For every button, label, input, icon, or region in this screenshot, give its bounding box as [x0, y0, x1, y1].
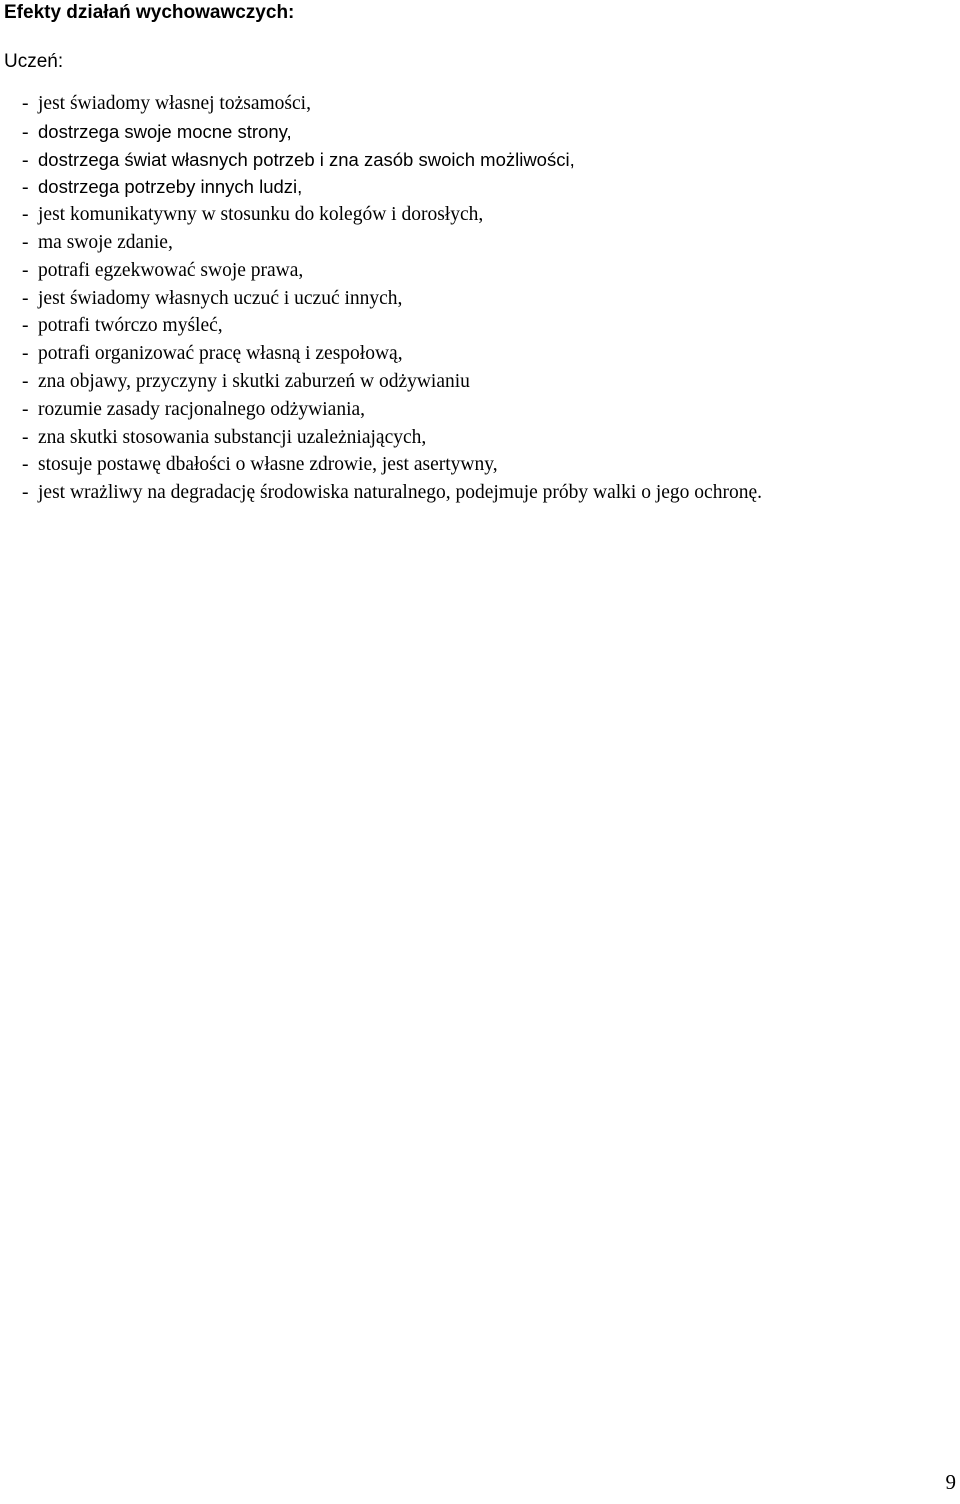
list-item [22, 173, 762, 201]
list-item-text: stosuje postawę dbałości o własne zdrowie, jest asertywny, [38, 454, 498, 476]
intro-label: Uczeń: [4, 51, 64, 72]
list-dash: - [22, 177, 29, 199]
list-item-text: potrafi organizować pracę własną i zespołową, [38, 343, 403, 365]
list-item-text: ma swoje zdanie, [38, 231, 173, 253]
list-dash: - [22, 287, 29, 309]
list-item [22, 90, 762, 118]
list-item [22, 451, 762, 479]
list-item [22, 257, 762, 285]
list-item-text: rozumie zasady racjonalnego odżywiania, [38, 398, 366, 420]
list-item [22, 118, 762, 146]
list-item-text: zna skutki stosowania substancji uzależniających, [38, 426, 427, 448]
list-dash: - [22, 204, 29, 226]
list-dash: - [22, 93, 29, 114]
list-item [22, 312, 762, 340]
list-dash: - [22, 259, 29, 281]
list-dash: - [22, 426, 29, 448]
list-dash: - [22, 454, 29, 476]
page-number: 9 [945, 1470, 956, 1494]
list-item [22, 201, 762, 229]
list-item [22, 479, 762, 507]
list-item-text: potrafi egzekwować swoje prawa, [38, 259, 304, 281]
effects-list [22, 90, 762, 507]
list-item-text: potrafi twórczo myśleć, [38, 315, 223, 337]
list-item-text: jest komunikatywny w stosunku do kolegów i dorosłych, [38, 204, 484, 226]
list-item [22, 146, 762, 174]
list-item-text: dostrzega świat własnych potrzeb i zna zasób swoich możliwości, [38, 148, 575, 170]
list-item-text: dostrzega swoje mocne strony, [38, 120, 292, 142]
list-dash: - [22, 121, 29, 143]
list-dash: - [22, 231, 29, 253]
list-item [22, 396, 762, 424]
list-item [22, 368, 762, 396]
list-item-text: dostrzega potrzeby innych ludzi, [38, 176, 303, 198]
list-item-text: zna objawy, przyczyny i skutki zaburzeń w odżywianiu [38, 370, 470, 392]
list-item [22, 285, 762, 313]
list-dash: - [22, 370, 29, 392]
list-dash: - [22, 343, 29, 365]
list-item [22, 424, 762, 452]
list-dash: - [22, 315, 29, 337]
list-item [22, 340, 762, 368]
list-dash: - [22, 149, 29, 171]
list-item-text: jest świadomy własnej tożsamości, [38, 93, 311, 114]
section-heading: Efekty działań wychowawczych: [4, 2, 295, 23]
list-item [22, 229, 762, 257]
list-item-text: jest wrażliwy na degradację środowiska naturalnego, podejmuje próby walki o jego ochronę. [38, 482, 762, 504]
list-item-text: jest świadomy własnych uczuć i uczuć innych, [38, 287, 403, 309]
list-dash: - [22, 482, 29, 504]
list-dash: - [22, 398, 29, 420]
